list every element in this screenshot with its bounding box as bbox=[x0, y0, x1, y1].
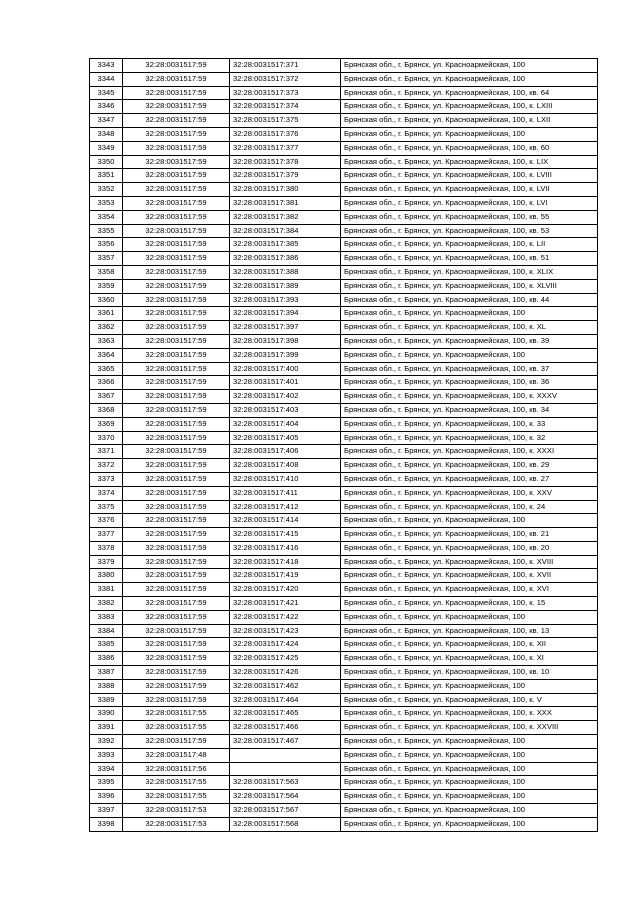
row-number-cell: 3372 bbox=[90, 459, 123, 473]
address-cell: Брянская обл., г. Брянск, ул. Красноармейская, 100, к. LVI bbox=[341, 196, 598, 210]
row-number-cell: 3353 bbox=[90, 196, 123, 210]
address-cell: Брянская обл., г. Брянск, ул. Красноармейская, 100, кв. 51 bbox=[341, 252, 598, 266]
table-row bbox=[90, 86, 598, 100]
parcel-number-cell bbox=[230, 748, 341, 762]
parcel-number-cell: 32:28:0031517:373 bbox=[230, 86, 341, 100]
row-number-cell: 3388 bbox=[90, 679, 123, 693]
address-cell: Брянская обл., г. Брянск, ул. Красноармейская, 100, к. XLVIII bbox=[341, 279, 598, 293]
address-cell: Брянская обл., г. Брянск, ул. Красноармейская, 100, кв. 55 bbox=[341, 210, 598, 224]
table-row bbox=[90, 100, 598, 114]
parcel-number-cell: 32:28:0031517:389 bbox=[230, 279, 341, 293]
parcel-number-cell: 32:28:0031517:403 bbox=[230, 403, 341, 417]
row-number-cell: 3373 bbox=[90, 472, 123, 486]
quarter-number-cell: 32:28:0031517:59 bbox=[123, 541, 230, 555]
address-cell: Брянская обл., г. Брянск, ул. Красноармейская, 100 bbox=[341, 514, 598, 528]
table-row bbox=[90, 804, 598, 818]
row-number-cell: 3352 bbox=[90, 183, 123, 197]
table-row bbox=[90, 817, 598, 831]
parcel-number-cell: 32:28:0031517:377 bbox=[230, 141, 341, 155]
table-row bbox=[90, 72, 598, 86]
quarter-number-cell: 32:28:0031517:56 bbox=[123, 762, 230, 776]
parcel-number-cell: 32:28:0031517:398 bbox=[230, 334, 341, 348]
quarter-number-cell: 32:28:0031517:59 bbox=[123, 528, 230, 542]
row-number-cell: 3361 bbox=[90, 307, 123, 321]
quarter-number-cell: 32:28:0031517:59 bbox=[123, 486, 230, 500]
parcel-number-cell: 32:28:0031517:412 bbox=[230, 500, 341, 514]
address-cell: Брянская обл., г. Брянск, ул. Красноармейская, 100 bbox=[341, 776, 598, 790]
row-number-cell: 3356 bbox=[90, 238, 123, 252]
quarter-number-cell: 32:28:0031517:59 bbox=[123, 555, 230, 569]
quarter-number-cell: 32:28:0031517:59 bbox=[123, 86, 230, 100]
row-number-cell: 3371 bbox=[90, 445, 123, 459]
address-cell: Брянская обл., г. Брянск, ул. Красноармейская, 100 bbox=[341, 762, 598, 776]
address-cell: Брянская обл., г. Брянск, ул. Красноармейская, 100, к. V bbox=[341, 693, 598, 707]
quarter-number-cell: 32:28:0031517:59 bbox=[123, 362, 230, 376]
quarter-number-cell: 32:28:0031517:48 bbox=[123, 748, 230, 762]
address-cell: Брянская обл., г. Брянск, ул. Красноармейская, 100, к. 24 bbox=[341, 500, 598, 514]
row-number-cell: 3363 bbox=[90, 334, 123, 348]
table-row bbox=[90, 472, 598, 486]
quarter-number-cell: 32:28:0031517:59 bbox=[123, 307, 230, 321]
address-cell: Брянская обл., г. Брянск, ул. Красноармейская, 100 bbox=[341, 735, 598, 749]
address-cell: Брянская обл., г. Брянск, ул. Красноармейская, 100, к. XVIII bbox=[341, 555, 598, 569]
row-number-cell: 3367 bbox=[90, 390, 123, 404]
parcel-number-cell: 32:28:0031517:568 bbox=[230, 817, 341, 831]
quarter-number-cell: 32:28:0031517:59 bbox=[123, 196, 230, 210]
address-cell: Брянская обл., г. Брянск, ул. Красноармейская, 100, к. XLIX bbox=[341, 265, 598, 279]
row-number-cell: 3383 bbox=[90, 610, 123, 624]
quarter-number-cell: 32:28:0031517:59 bbox=[123, 514, 230, 528]
table-row bbox=[90, 279, 598, 293]
row-number-cell: 3348 bbox=[90, 127, 123, 141]
quarter-number-cell: 32:28:0031517:59 bbox=[123, 583, 230, 597]
quarter-number-cell: 32:28:0031517:59 bbox=[123, 321, 230, 335]
parcel-number-cell bbox=[230, 762, 341, 776]
address-cell: Брянская обл., г. Брянск, ул. Красноармейская, 100 bbox=[341, 59, 598, 73]
quarter-number-cell: 32:28:0031517:59 bbox=[123, 569, 230, 583]
parcel-number-cell: 32:28:0031517:375 bbox=[230, 114, 341, 128]
row-number-cell: 3375 bbox=[90, 500, 123, 514]
quarter-number-cell: 32:28:0031517:59 bbox=[123, 472, 230, 486]
address-cell: Брянская обл., г. Брянск, ул. Красноармейская, 100, кв. 44 bbox=[341, 293, 598, 307]
address-cell: Брянская обл., г. Брянск, ул. Красноармейская, 100, к. XXX bbox=[341, 707, 598, 721]
quarter-number-cell: 32:28:0031517:59 bbox=[123, 638, 230, 652]
parcel-number-cell: 32:28:0031517:467 bbox=[230, 735, 341, 749]
row-number-cell: 3378 bbox=[90, 541, 123, 555]
table-row bbox=[90, 652, 598, 666]
table-row bbox=[90, 431, 598, 445]
parcel-number-cell: 32:28:0031517:384 bbox=[230, 224, 341, 238]
row-number-cell: 3370 bbox=[90, 431, 123, 445]
parcel-number-cell: 32:28:0031517:397 bbox=[230, 321, 341, 335]
parcel-number-cell: 32:28:0031517:388 bbox=[230, 265, 341, 279]
address-cell: Брянская обл., г. Брянск, ул. Красноармейская, 100, к. XI bbox=[341, 652, 598, 666]
address-cell: Брянская обл., г. Брянск, ул. Красноармейская, 100, к. XVI bbox=[341, 583, 598, 597]
row-number-cell: 3369 bbox=[90, 417, 123, 431]
table-row bbox=[90, 210, 598, 224]
table-row bbox=[90, 141, 598, 155]
quarter-number-cell: 32:28:0031517:59 bbox=[123, 72, 230, 86]
address-cell: Брянская обл., г. Брянск, ул. Красноармейская, 100, кв. 60 bbox=[341, 141, 598, 155]
address-cell: Брянская обл., г. Брянск, ул. Красноармейская, 100, к. LXIII bbox=[341, 100, 598, 114]
table-row bbox=[90, 721, 598, 735]
address-cell: Брянская обл., г. Брянск, ул. Красноармейская, 100, кв. 29 bbox=[341, 459, 598, 473]
quarter-number-cell: 32:28:0031517:59 bbox=[123, 500, 230, 514]
table-row bbox=[90, 334, 598, 348]
address-cell: Брянская обл., г. Брянск, ул. Красноармейская, 100, к. XVII bbox=[341, 569, 598, 583]
table-row bbox=[90, 500, 598, 514]
address-cell: Брянская обл., г. Брянск, ул. Красноармейская, 100 bbox=[341, 817, 598, 831]
table-row bbox=[90, 693, 598, 707]
parcel-number-cell: 32:28:0031517:563 bbox=[230, 776, 341, 790]
parcel-number-cell: 32:28:0031517:404 bbox=[230, 417, 341, 431]
row-number-cell: 3374 bbox=[90, 486, 123, 500]
parcel-number-cell: 32:28:0031517:405 bbox=[230, 431, 341, 445]
address-cell: Брянская обл., г. Брянск, ул. Красноармейская, 100 bbox=[341, 348, 598, 362]
table-row bbox=[90, 735, 598, 749]
quarter-number-cell: 32:28:0031517:59 bbox=[123, 390, 230, 404]
address-cell: Брянская обл., г. Брянск, ул. Красноармейская, 100, кв. 39 bbox=[341, 334, 598, 348]
table-row bbox=[90, 376, 598, 390]
parcel-number-cell: 32:28:0031517:414 bbox=[230, 514, 341, 528]
address-cell: Брянская обл., г. Брянск, ул. Красноармейская, 100, кв. 21 bbox=[341, 528, 598, 542]
parcel-number-cell: 32:28:0031517:466 bbox=[230, 721, 341, 735]
table-row bbox=[90, 321, 598, 335]
parcel-number-cell: 32:28:0031517:406 bbox=[230, 445, 341, 459]
quarter-number-cell: 32:28:0031517:55 bbox=[123, 707, 230, 721]
table-row bbox=[90, 583, 598, 597]
quarter-number-cell: 32:28:0031517:59 bbox=[123, 624, 230, 638]
parcel-number-cell: 32:28:0031517:426 bbox=[230, 666, 341, 680]
quarter-number-cell: 32:28:0031517:59 bbox=[123, 679, 230, 693]
table-row bbox=[90, 624, 598, 638]
registry-table bbox=[89, 58, 598, 832]
address-cell: Брянская обл., г. Брянск, ул. Красноармейская, 100, кв. 64 bbox=[341, 86, 598, 100]
table-row bbox=[90, 224, 598, 238]
row-number-cell: 3349 bbox=[90, 141, 123, 155]
row-number-cell: 3347 bbox=[90, 114, 123, 128]
quarter-number-cell: 32:28:0031517:59 bbox=[123, 431, 230, 445]
quarter-number-cell: 32:28:0031517:59 bbox=[123, 169, 230, 183]
quarter-number-cell: 32:28:0031517:59 bbox=[123, 155, 230, 169]
registry-table-body bbox=[90, 59, 598, 832]
row-number-cell: 3345 bbox=[90, 86, 123, 100]
table-row bbox=[90, 114, 598, 128]
row-number-cell: 3382 bbox=[90, 597, 123, 611]
address-cell: Брянская обл., г. Брянск, ул. Красноармейская, 100, кв. 20 bbox=[341, 541, 598, 555]
quarter-number-cell: 32:28:0031517:59 bbox=[123, 114, 230, 128]
parcel-number-cell: 32:28:0031517:394 bbox=[230, 307, 341, 321]
address-cell: Брянская обл., г. Брянск, ул. Красноармейская, 100, кв. 36 bbox=[341, 376, 598, 390]
address-cell: Брянская обл., г. Брянск, ул. Красноармейская, 100, к. XL bbox=[341, 321, 598, 335]
table-row bbox=[90, 514, 598, 528]
parcel-number-cell: 32:28:0031517:376 bbox=[230, 127, 341, 141]
parcel-number-cell: 32:28:0031517:567 bbox=[230, 804, 341, 818]
parcel-number-cell: 32:28:0031517:400 bbox=[230, 362, 341, 376]
parcel-number-cell: 32:28:0031517:401 bbox=[230, 376, 341, 390]
quarter-number-cell: 32:28:0031517:59 bbox=[123, 210, 230, 224]
quarter-number-cell: 32:28:0031517:59 bbox=[123, 652, 230, 666]
quarter-number-cell: 32:28:0031517:59 bbox=[123, 59, 230, 73]
quarter-number-cell: 32:28:0031517:59 bbox=[123, 100, 230, 114]
table-row bbox=[90, 293, 598, 307]
address-cell: Брянская обл., г. Брянск, ул. Красноармейская, 100, кв. 13 bbox=[341, 624, 598, 638]
parcel-number-cell: 32:28:0031517:378 bbox=[230, 155, 341, 169]
parcel-number-cell: 32:28:0031517:423 bbox=[230, 624, 341, 638]
row-number-cell: 3368 bbox=[90, 403, 123, 417]
quarter-number-cell: 32:28:0031517:55 bbox=[123, 721, 230, 735]
table-row bbox=[90, 597, 598, 611]
quarter-number-cell: 32:28:0031517:59 bbox=[123, 459, 230, 473]
row-number-cell: 3391 bbox=[90, 721, 123, 735]
row-number-cell: 3379 bbox=[90, 555, 123, 569]
address-cell: Брянская обл., г. Брянск, ул. Красноармейская, 100, к. LVIII bbox=[341, 169, 598, 183]
table-row bbox=[90, 169, 598, 183]
quarter-number-cell: 32:28:0031517:59 bbox=[123, 224, 230, 238]
table-row bbox=[90, 252, 598, 266]
row-number-cell: 3386 bbox=[90, 652, 123, 666]
table-row bbox=[90, 638, 598, 652]
address-cell: Брянская обл., г. Брянск, ул. Красноармейская, 100 bbox=[341, 679, 598, 693]
parcel-number-cell: 32:28:0031517:465 bbox=[230, 707, 341, 721]
table-row bbox=[90, 790, 598, 804]
row-number-cell: 3387 bbox=[90, 666, 123, 680]
address-cell: Брянская обл., г. Брянск, ул. Красноармейская, 100, к. LIX bbox=[341, 155, 598, 169]
address-cell: Брянская обл., г. Брянск, ул. Красноармейская, 100, к. LII bbox=[341, 238, 598, 252]
row-number-cell: 3351 bbox=[90, 169, 123, 183]
parcel-number-cell: 32:28:0031517:462 bbox=[230, 679, 341, 693]
quarter-number-cell: 32:28:0031517:59 bbox=[123, 293, 230, 307]
address-cell: Брянская обл., г. Брянск, ул. Красноармейская, 100 bbox=[341, 127, 598, 141]
table-row bbox=[90, 679, 598, 693]
parcel-number-cell: 32:28:0031517:379 bbox=[230, 169, 341, 183]
row-number-cell: 3357 bbox=[90, 252, 123, 266]
row-number-cell: 3358 bbox=[90, 265, 123, 279]
parcel-number-cell: 32:28:0031517:422 bbox=[230, 610, 341, 624]
parcel-number-cell: 32:28:0031517:410 bbox=[230, 472, 341, 486]
quarter-number-cell: 32:28:0031517:53 bbox=[123, 817, 230, 831]
row-number-cell: 3344 bbox=[90, 72, 123, 86]
row-number-cell: 3395 bbox=[90, 776, 123, 790]
quarter-number-cell: 32:28:0031517:59 bbox=[123, 252, 230, 266]
table-row bbox=[90, 486, 598, 500]
parcel-number-cell: 32:28:0031517:416 bbox=[230, 541, 341, 555]
row-number-cell: 3397 bbox=[90, 804, 123, 818]
parcel-number-cell: 32:28:0031517:371 bbox=[230, 59, 341, 73]
quarter-number-cell: 32:28:0031517:59 bbox=[123, 445, 230, 459]
parcel-number-cell: 32:28:0031517:402 bbox=[230, 390, 341, 404]
table-row bbox=[90, 666, 598, 680]
quarter-number-cell: 32:28:0031517:59 bbox=[123, 597, 230, 611]
row-number-cell: 3396 bbox=[90, 790, 123, 804]
row-number-cell: 3392 bbox=[90, 735, 123, 749]
address-cell: Брянская обл., г. Брянск, ул. Красноармейская, 100, кв. 53 bbox=[341, 224, 598, 238]
address-cell: Брянская обл., г. Брянск, ул. Красноармейская, 100 bbox=[341, 72, 598, 86]
parcel-number-cell: 32:28:0031517:408 bbox=[230, 459, 341, 473]
parcel-number-cell: 32:28:0031517:415 bbox=[230, 528, 341, 542]
row-number-cell: 3398 bbox=[90, 817, 123, 831]
parcel-number-cell: 32:28:0031517:411 bbox=[230, 486, 341, 500]
table-row bbox=[90, 183, 598, 197]
table-row bbox=[90, 528, 598, 542]
row-number-cell: 3365 bbox=[90, 362, 123, 376]
quarter-number-cell: 32:28:0031517:59 bbox=[123, 666, 230, 680]
row-number-cell: 3346 bbox=[90, 100, 123, 114]
quarter-number-cell: 32:28:0031517:53 bbox=[123, 804, 230, 818]
address-cell: Брянская обл., г. Брянск, ул. Красноармейская, 100 bbox=[341, 790, 598, 804]
row-number-cell: 3389 bbox=[90, 693, 123, 707]
table-row bbox=[90, 569, 598, 583]
table-row bbox=[90, 265, 598, 279]
table-row bbox=[90, 459, 598, 473]
address-cell: Брянская обл., г. Брянск, ул. Красноармейская, 100, к. 32 bbox=[341, 431, 598, 445]
address-cell: Брянская обл., г. Брянск, ул. Красноармейская, 100 bbox=[341, 748, 598, 762]
row-number-cell: 3366 bbox=[90, 376, 123, 390]
table-row bbox=[90, 238, 598, 252]
table-row bbox=[90, 403, 598, 417]
row-number-cell: 3364 bbox=[90, 348, 123, 362]
row-number-cell: 3377 bbox=[90, 528, 123, 542]
row-number-cell: 3384 bbox=[90, 624, 123, 638]
table-row bbox=[90, 127, 598, 141]
quarter-number-cell: 32:28:0031517:59 bbox=[123, 334, 230, 348]
table-row bbox=[90, 776, 598, 790]
address-cell: Брянская обл., г. Брянск, ул. Красноармейская, 100, к. 33 bbox=[341, 417, 598, 431]
parcel-number-cell: 32:28:0031517:386 bbox=[230, 252, 341, 266]
quarter-number-cell: 32:28:0031517:59 bbox=[123, 693, 230, 707]
row-number-cell: 3354 bbox=[90, 210, 123, 224]
table-row bbox=[90, 762, 598, 776]
parcel-number-cell: 32:28:0031517:399 bbox=[230, 348, 341, 362]
parcel-number-cell: 32:28:0031517:564 bbox=[230, 790, 341, 804]
table-row bbox=[90, 417, 598, 431]
row-number-cell: 3343 bbox=[90, 59, 123, 73]
address-cell: Брянская обл., г. Брянск, ул. Красноармейская, 100, к. XII bbox=[341, 638, 598, 652]
row-number-cell: 3380 bbox=[90, 569, 123, 583]
quarter-number-cell: 32:28:0031517:59 bbox=[123, 183, 230, 197]
parcel-number-cell: 32:28:0031517:421 bbox=[230, 597, 341, 611]
row-number-cell: 3376 bbox=[90, 514, 123, 528]
table-row bbox=[90, 748, 598, 762]
parcel-number-cell: 32:28:0031517:418 bbox=[230, 555, 341, 569]
table-row bbox=[90, 155, 598, 169]
quarter-number-cell: 32:28:0031517:59 bbox=[123, 403, 230, 417]
quarter-number-cell: 32:28:0031517:59 bbox=[123, 348, 230, 362]
address-cell: Брянская обл., г. Брянск, ул. Красноармейская, 100, к. XXVIII bbox=[341, 721, 598, 735]
address-cell: Брянская обл., г. Брянск, ул. Красноармейская, 100, к. XXXV bbox=[341, 390, 598, 404]
parcel-number-cell: 32:28:0031517:419 bbox=[230, 569, 341, 583]
quarter-number-cell: 32:28:0031517:59 bbox=[123, 265, 230, 279]
parcel-number-cell: 32:28:0031517:393 bbox=[230, 293, 341, 307]
table-row bbox=[90, 59, 598, 73]
parcel-number-cell: 32:28:0031517:374 bbox=[230, 100, 341, 114]
table-row bbox=[90, 445, 598, 459]
parcel-number-cell: 32:28:0031517:381 bbox=[230, 196, 341, 210]
address-cell: Брянская обл., г. Брянск, ул. Красноармейская, 100, к. XXXI bbox=[341, 445, 598, 459]
address-cell: Брянская обл., г. Брянск, ул. Красноармейская, 100, к. 15 bbox=[341, 597, 598, 611]
row-number-cell: 3381 bbox=[90, 583, 123, 597]
row-number-cell: 3350 bbox=[90, 155, 123, 169]
table-row bbox=[90, 610, 598, 624]
row-number-cell: 3393 bbox=[90, 748, 123, 762]
address-cell: Брянская обл., г. Брянск, ул. Красноармейская, 100, к. LXII bbox=[341, 114, 598, 128]
parcel-number-cell: 32:28:0031517:420 bbox=[230, 583, 341, 597]
parcel-number-cell: 32:28:0031517:382 bbox=[230, 210, 341, 224]
address-cell: Брянская обл., г. Брянск, ул. Красноармейская, 100, кв. 34 bbox=[341, 403, 598, 417]
row-number-cell: 3355 bbox=[90, 224, 123, 238]
quarter-number-cell: 32:28:0031517:59 bbox=[123, 735, 230, 749]
parcel-number-cell: 32:28:0031517:380 bbox=[230, 183, 341, 197]
table-row bbox=[90, 307, 598, 321]
quarter-number-cell: 32:28:0031517:55 bbox=[123, 790, 230, 804]
parcel-number-cell: 32:28:0031517:424 bbox=[230, 638, 341, 652]
table-row bbox=[90, 390, 598, 404]
parcel-number-cell: 32:28:0031517:464 bbox=[230, 693, 341, 707]
quarter-number-cell: 32:28:0031517:59 bbox=[123, 376, 230, 390]
parcel-number-cell: 32:28:0031517:372 bbox=[230, 72, 341, 86]
table-row bbox=[90, 541, 598, 555]
parcel-number-cell: 32:28:0031517:425 bbox=[230, 652, 341, 666]
row-number-cell: 3394 bbox=[90, 762, 123, 776]
row-number-cell: 3360 bbox=[90, 293, 123, 307]
quarter-number-cell: 32:28:0031517:59 bbox=[123, 279, 230, 293]
address-cell: Брянская обл., г. Брянск, ул. Красноармейская, 100 bbox=[341, 610, 598, 624]
table-row bbox=[90, 348, 598, 362]
row-number-cell: 3362 bbox=[90, 321, 123, 335]
address-cell: Брянская обл., г. Брянск, ул. Красноармейская, 100, к. XXV bbox=[341, 486, 598, 500]
quarter-number-cell: 32:28:0031517:55 bbox=[123, 776, 230, 790]
quarter-number-cell: 32:28:0031517:59 bbox=[123, 610, 230, 624]
row-number-cell: 3359 bbox=[90, 279, 123, 293]
address-cell: Брянская обл., г. Брянск, ул. Красноармейская, 100, кв. 10 bbox=[341, 666, 598, 680]
row-number-cell: 3385 bbox=[90, 638, 123, 652]
address-cell: Брянская обл., г. Брянск, ул. Красноармейская, 100, кв. 27 bbox=[341, 472, 598, 486]
table-row bbox=[90, 555, 598, 569]
address-cell: Брянская обл., г. Брянск, ул. Красноармейская, 100 bbox=[341, 804, 598, 818]
quarter-number-cell: 32:28:0031517:59 bbox=[123, 417, 230, 431]
quarter-number-cell: 32:28:0031517:59 bbox=[123, 238, 230, 252]
quarter-number-cell: 32:28:0031517:59 bbox=[123, 127, 230, 141]
address-cell: Брянская обл., г. Брянск, ул. Красноармейская, 100, кв. 37 bbox=[341, 362, 598, 376]
table-row bbox=[90, 707, 598, 721]
table-row bbox=[90, 362, 598, 376]
row-number-cell: 3390 bbox=[90, 707, 123, 721]
quarter-number-cell: 32:28:0031517:59 bbox=[123, 141, 230, 155]
address-cell: Брянская обл., г. Брянск, ул. Красноармейская, 100, к. LVII bbox=[341, 183, 598, 197]
address-cell: Брянская обл., г. Брянск, ул. Красноармейская, 100 bbox=[341, 307, 598, 321]
parcel-number-cell: 32:28:0031517:385 bbox=[230, 238, 341, 252]
table-row bbox=[90, 196, 598, 210]
